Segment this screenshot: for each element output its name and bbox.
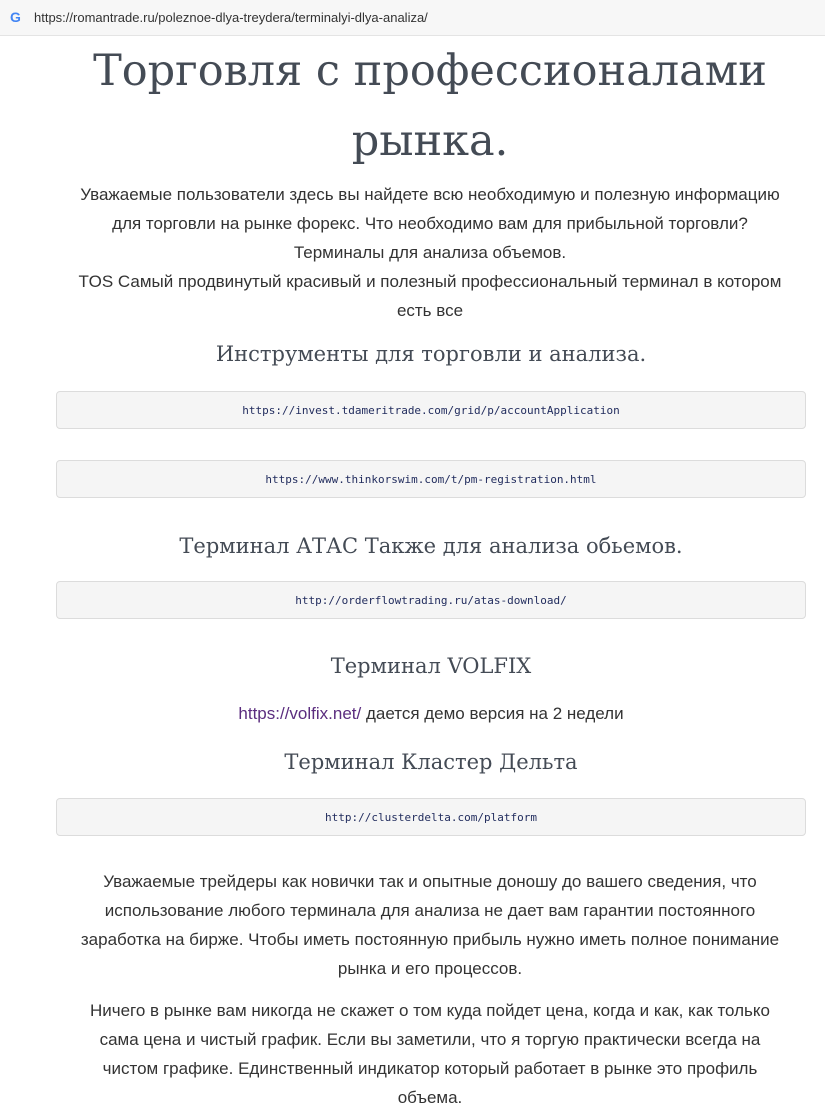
cluster-delta-link[interactable]: http://clusterdelta.com/platform (325, 810, 537, 824)
tools-heading: Инструменты для торговли и анализа. (215, 342, 647, 366)
google-icon: G (10, 9, 21, 25)
atas-link[interactable]: http://orderflowtrading.ru/atas-download/ (295, 593, 567, 607)
tdameritrade-link[interactable]: https://invest.tdameritrade.com/grid/p/accountApplication (242, 403, 620, 417)
volfix-link[interactable]: https://volfix.net/ (238, 704, 362, 723)
warning-line-2: использование любого терминала для анализа не дает вам гарантии постоянного (104, 901, 756, 920)
page-title-line-1: Торговля с профессионалами (93, 46, 767, 96)
warning-line-1: Уважаемые трейдеры как новички так и опытные доношу до вашего сведения, что (103, 872, 757, 891)
warning-line-4: рынка и его процессов. (337, 959, 523, 978)
thinkorswim-link-box (56, 460, 806, 498)
clean-chart-paragraph (48, 996, 812, 1112)
tdameritrade-link-box (56, 391, 806, 429)
intro-line-1: Уважаемые пользователи здесь вы найдете всю необходимую и полезную информацию (80, 185, 780, 204)
intro-line-3: Терминалы для анализа объемов. (293, 243, 567, 262)
page-title (60, 36, 800, 176)
clean-chart-line-4: объема. (397, 1088, 463, 1107)
cluster-delta-link-box (56, 798, 806, 836)
atas-link-box (56, 581, 806, 619)
page-title-line-2: рынка. (351, 116, 509, 166)
browser-address-bar[interactable] (0, 0, 825, 36)
clean-chart-line-3: чистом графике. Единственный индикатор который работает в рынке это профиль (102, 1059, 758, 1078)
volfix-heading: Терминал VOLFIX (330, 654, 532, 678)
warning-paragraph (48, 867, 812, 983)
atas-heading: Терминал АТАС Также для анализа обьемов. (179, 534, 683, 558)
volfix-line (56, 704, 806, 724)
intro-line-5: есть все (396, 301, 464, 320)
intro-line-4: TOS Самый продвинутый красивый и полезный профессиональный терминал в котором (78, 272, 782, 291)
intro-line-2: для торговли на рынке форекс. Что необходимо вам для прибыльной торговли? (112, 214, 748, 233)
volfix-text: дается демо версия на 2 недели (361, 704, 624, 723)
cluster-delta-heading: Терминал Кластер Дельта (284, 750, 578, 774)
clean-chart-line-2: сама цена и чистый график. Если вы заметили, что я торгую практически всегда на (99, 1030, 761, 1049)
intro-paragraph (48, 180, 812, 325)
clean-chart-line-1: Ничего в рынке вам никогда не скажет о том куда пойдет цена, когда и как, как только (89, 1001, 771, 1020)
thinkorswim-link[interactable]: https://www.thinkorswim.com/t/pm-registration.html (265, 472, 597, 486)
warning-line-3: заработка на бирже. Чтобы иметь постоянную прибыль нужно иметь полное понимание (80, 930, 780, 949)
url-text[interactable]: https://romantrade.ru/poleznoe-dlya-treydera/terminalyi-dlya-analiza/ (34, 10, 428, 25)
